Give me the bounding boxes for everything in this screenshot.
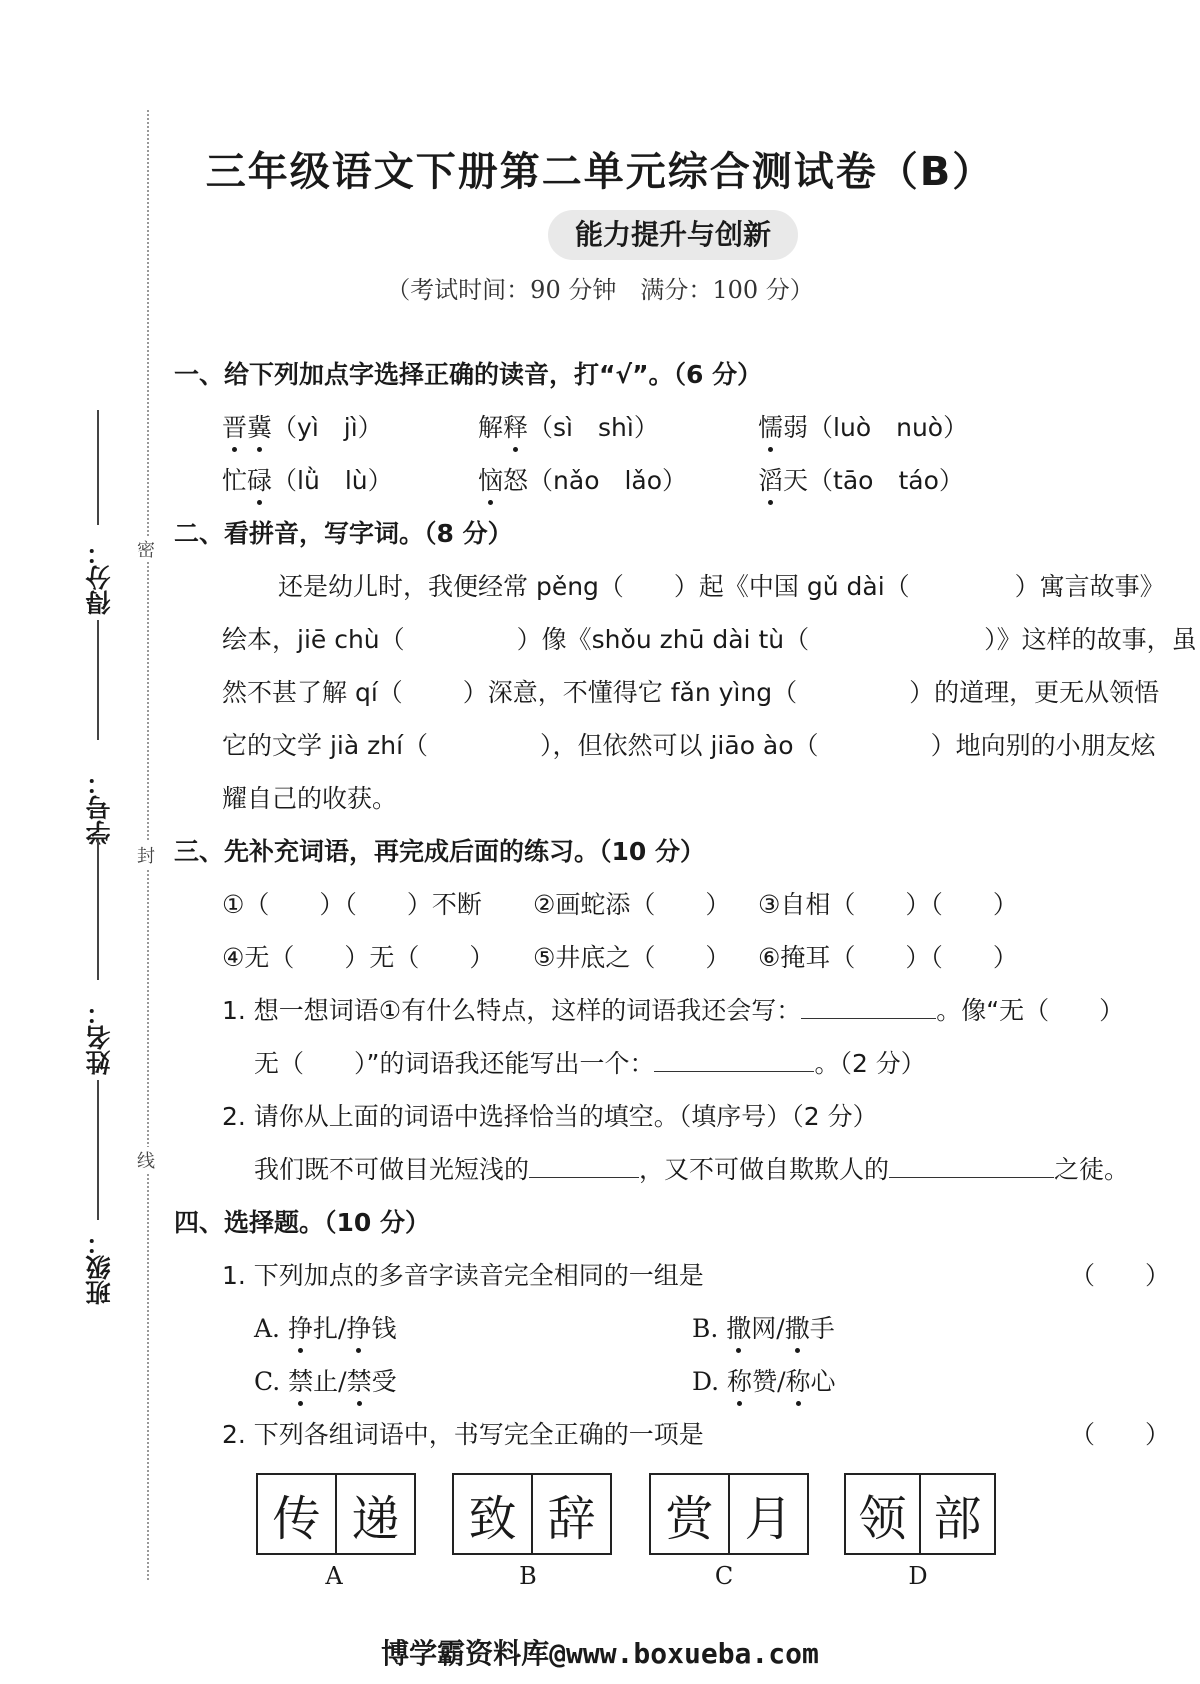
name-label: 姓名：: [85, 1000, 114, 1075]
s2-line-3-part3: ）的道理，更无从领悟: [909, 678, 1160, 707]
s4-q1-option-b[interactable]: [692, 1309, 835, 1345]
s3-q2-blank-2[interactable]: [889, 1155, 1054, 1178]
s4-q1-text: 1. 下列加点的多音字读音完全相同的一组是: [222, 1261, 704, 1290]
s4-q1-answer-paren[interactable]: （ ）: [1070, 1261, 1171, 1290]
option-d-sep: /: [777, 1367, 786, 1396]
box-c-char2: 月: [728, 1475, 807, 1553]
s3-q1-text-c: 无（ ）”的词语我还能写出一个：: [254, 1049, 655, 1078]
s1-item-2-char2: 释: [503, 408, 528, 444]
s3-q2-text-b: 我们既不可做目光短浅的: [254, 1155, 530, 1184]
option-a-sep: /: [337, 1314, 347, 1343]
option-a-char1: 挣: [288, 1309, 313, 1345]
s2-line-3-part2: ）深意，不懂得它 fǎn yìng（: [462, 678, 798, 707]
s2-line-3-part1: 然不甚了解 qí（: [222, 678, 403, 707]
s2-line-1: [278, 567, 1165, 603]
s4-q2-box-a[interactable]: [256, 1473, 416, 1555]
option-d-char1: 称: [727, 1362, 752, 1398]
s3-q1-line1: [222, 991, 1124, 1027]
s2-line-2-part2: ）像《shǒu zhū dài tù（: [516, 625, 810, 654]
class-line: [97, 1080, 99, 1220]
option-b-label: B.: [692, 1314, 727, 1343]
s2-line-1-part1: 还是幼儿时，我便经常 pěng（: [278, 572, 624, 601]
student-number-line: [97, 620, 99, 740]
s1-item-4: [222, 461, 393, 497]
box-d-label: D: [908, 1562, 928, 1590]
student-number-label: 学号：: [85, 770, 114, 845]
option-c-sep: /: [338, 1367, 347, 1396]
s2-line-5: 耀自己的收获。: [222, 784, 398, 813]
box-b-label: B: [519, 1562, 537, 1590]
s1-item-2-char1: 解: [478, 413, 504, 442]
s1-item-3-options: （luò nuò）: [808, 413, 969, 442]
page-title: 三年级语文下册第二单元综合测试卷（B）: [205, 149, 995, 195]
class-label: 班级：: [85, 1230, 114, 1305]
s1-item-2-options: （sì shì）: [528, 413, 659, 442]
s3-q2-blank-1[interactable]: [529, 1155, 639, 1178]
s3-idiom-3: ③自相（ ）（ ）: [758, 890, 1018, 919]
section3-heading: 三、先补充词语，再完成后面的练习。（10 分）: [174, 837, 705, 866]
box-a-char2: 递: [335, 1475, 414, 1553]
s1-item-3: [758, 408, 968, 444]
s4-q2-box-c[interactable]: [649, 1473, 809, 1555]
s2-line-2-part3: ）》这样的故事，虽: [984, 625, 1197, 654]
box-b-char1: 致: [468, 1490, 517, 1547]
s3-q1-blank-2[interactable]: [654, 1049, 814, 1072]
s1-item-5: [478, 461, 687, 497]
option-b-char1: 撒: [726, 1309, 751, 1345]
s3-q2-text-c: ，又不可做自欺欺人的: [639, 1155, 890, 1184]
s1-item-6-options: （tāo táo）: [808, 466, 964, 495]
option-d-char3: 称: [786, 1362, 811, 1398]
s3-idiom-1: ①（ ）（ ）不断: [222, 890, 482, 919]
s2-line-2: [222, 620, 1197, 656]
name-line: [97, 840, 99, 980]
s1-item-2: [478, 408, 659, 444]
option-d-char2: 赞: [752, 1367, 778, 1396]
s4-q2-box-d[interactable]: [844, 1473, 996, 1555]
box-d-char1: 领: [858, 1490, 907, 1547]
box-d-char2: 部: [919, 1475, 994, 1553]
s3-q1-text-b: 。像“无（ ）: [936, 996, 1125, 1025]
s3-idiom-2: ②画蛇添（ ）: [533, 890, 731, 919]
box-a-char1: 传: [272, 1490, 321, 1547]
s2-line-4-part3: ）地向别的小朋友炫: [930, 731, 1156, 760]
s3-q2-line2: [254, 1150, 1129, 1186]
box-c-label: C: [714, 1562, 734, 1590]
option-a-label: A.: [254, 1314, 288, 1343]
option-c-char3: 禁: [347, 1362, 372, 1398]
s4-q1-option-a[interactable]: [254, 1309, 396, 1345]
option-c-label: C.: [254, 1367, 289, 1396]
score-label: 得分：: [85, 540, 114, 615]
option-d-label: D.: [692, 1367, 728, 1396]
option-b-char2: 网: [751, 1314, 777, 1343]
s1-item-1-char1: 晋: [222, 408, 247, 444]
s1-item-6-char1: 滔: [758, 461, 783, 497]
s3-idiom-6: ⑥掩耳（ ）（ ）: [758, 943, 1018, 972]
s1-item-4-char2: 碌: [247, 461, 272, 497]
option-c-char4: 受: [371, 1367, 397, 1396]
s1-item-5-char1: 恼: [478, 461, 503, 497]
s4-q2-answer-paren[interactable]: （ ）: [1070, 1420, 1171, 1449]
s3-q1-text-d: 。（2 分）: [814, 1049, 926, 1078]
box-c-char1: 赏: [665, 1490, 714, 1547]
s3-idiom-5: ⑤井底之（ ）: [533, 943, 731, 972]
s4-q2-text: 2. 下列各组词语中，书写完全正确的一项是: [222, 1420, 704, 1449]
s1-item-4-char1: 忙: [222, 466, 248, 495]
s1-item-5-options: （nǎo lǎo）: [528, 466, 688, 495]
exam-info: （考试时间：90 分钟 满分：100 分）: [386, 276, 814, 304]
s1-item-6-char2: 天: [783, 466, 809, 495]
s2-line-2-part1: 绘本，jiē chù（: [222, 625, 405, 654]
s1-item-5-char2: 怒: [503, 466, 529, 495]
s2-line-1-part3: ）寓言故事》: [1014, 572, 1165, 601]
s1-item-3-char2: 弱: [783, 413, 809, 442]
s1-item-6: [758, 461, 964, 497]
section2-heading: 二、看拼音，写字词。（8 分）: [174, 519, 513, 548]
s3-q1-text: 1. 想一想词语①有什么特点，这样的词语我还会写：: [222, 996, 802, 1025]
option-d-char4: 心: [810, 1367, 836, 1396]
s3-q2-line1: 2. 请你从上面的词语中选择恰当的填空。（填序号）（2 分）: [222, 1102, 878, 1131]
box-b-char2: 辞: [531, 1475, 610, 1553]
s1-item-1: [222, 408, 383, 444]
seal-char-xian: 线: [137, 1147, 155, 1173]
option-a-char3: 挣: [346, 1309, 371, 1345]
option-b-sep: /: [776, 1314, 785, 1343]
option-a-char2: 扎: [312, 1314, 338, 1343]
option-c-char2: 止: [313, 1367, 339, 1396]
s3-q1-blank-1[interactable]: [801, 996, 936, 1019]
s4-q1-option-d[interactable]: [692, 1362, 836, 1398]
option-c-char1: 禁: [288, 1362, 313, 1398]
seal-char-feng: 封: [137, 842, 155, 868]
s1-item-4-options: （lǜ lù）: [272, 466, 393, 495]
footer-watermark: 博学霸资料库@www.boxueba.com: [381, 1637, 819, 1670]
option-b-char4: 手: [809, 1314, 835, 1343]
s3-q1-line2: [254, 1044, 926, 1080]
s4-q2-box-b[interactable]: [452, 1473, 612, 1555]
s2-line-1-part2: ）起《中国 gǔ dài（: [673, 572, 910, 601]
option-b-char3: 撒: [785, 1309, 810, 1345]
s2-line-4-part1: 它的文学 jià zhí（: [222, 731, 429, 760]
s1-item-1-options: （yì jì）: [272, 413, 383, 442]
section1-heading: 一、给下列加点字选择正确的读音，打“√”。（6 分）: [174, 360, 763, 389]
score-line: [97, 410, 99, 525]
s4-q1-option-c[interactable]: [254, 1362, 397, 1398]
s2-line-3: [222, 673, 1159, 709]
s1-item-1-char2: 冀: [247, 408, 272, 444]
s2-line-4-part2: ），但依然可以 jiāo ào（: [540, 731, 819, 760]
section4-heading: 四、选择题。（10 分）: [174, 1208, 430, 1237]
box-a-label: A: [325, 1562, 343, 1590]
subtitle-badge: 能力提升与创新: [548, 210, 798, 260]
s2-line-4: [222, 726, 1156, 762]
seal-char-mi: 密: [137, 536, 155, 562]
s3-q2-text-d: 之徒。: [1054, 1155, 1130, 1184]
s1-item-3-char1: 懦: [758, 408, 783, 444]
option-a-char4: 钱: [371, 1314, 397, 1343]
s3-idiom-4: ④无（ ）无（ ）: [222, 943, 495, 972]
